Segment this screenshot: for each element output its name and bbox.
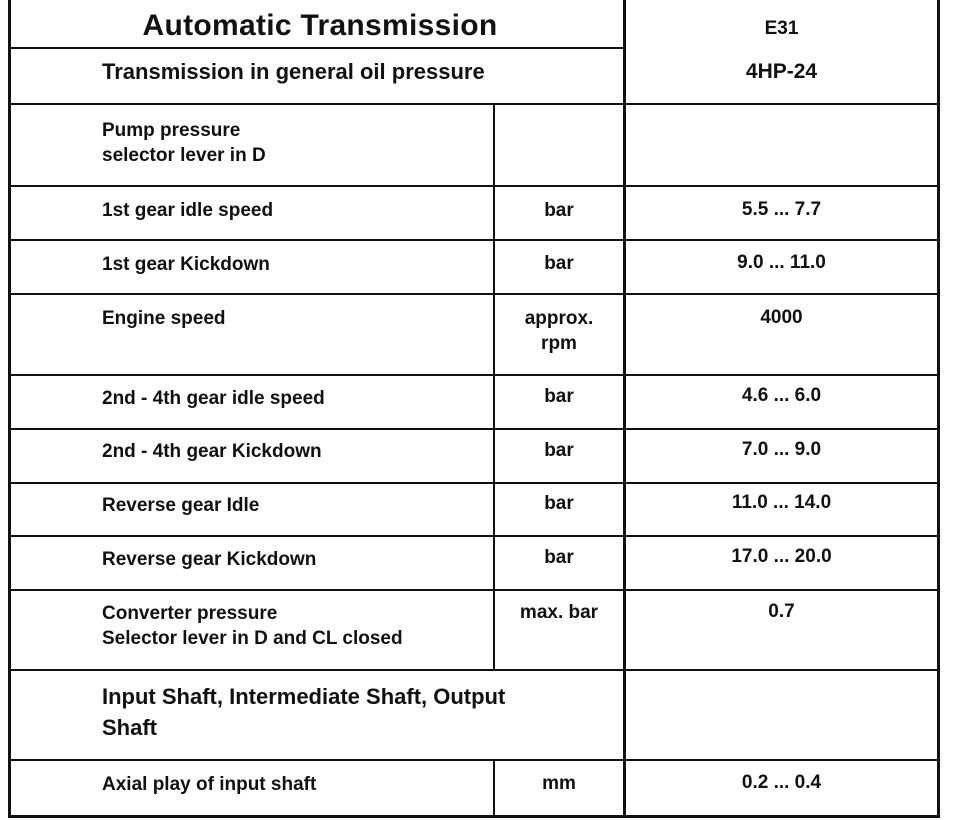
row-value: 17.0 ... 20.0	[731, 546, 832, 567]
row-divider	[8, 535, 940, 537]
row-label: Reverse gear Idle	[102, 495, 260, 516]
row-divider	[8, 374, 940, 376]
row-divider	[8, 482, 940, 484]
row-label: Converter pressure Selector lever in D and CL closed	[102, 603, 403, 649]
row-unit: approx. rpm	[524, 308, 594, 354]
row-divider	[8, 103, 940, 105]
row-divider	[8, 589, 940, 591]
row-value: 9.0 ... 11.0	[737, 252, 826, 273]
row-unit: bar	[544, 253, 574, 274]
row-value: 4000	[760, 307, 803, 328]
row-divider	[8, 293, 940, 295]
row-value: 4.6 ... 6.0	[741, 385, 822, 406]
row-divider	[8, 669, 940, 671]
row-unit: bar	[544, 386, 574, 407]
row-label: Engine speed	[102, 308, 226, 329]
row-label: Reverse gear Kickdown	[102, 549, 317, 570]
model-code: E31	[764, 18, 799, 39]
row-label: 1st gear idle speed	[102, 200, 274, 221]
row-divider	[8, 185, 940, 187]
document-title: Automatic Transmission	[142, 9, 498, 42]
value-column-divider	[623, 0, 626, 818]
row-value: 0.2 ... 0.4	[741, 772, 822, 793]
row-divider	[8, 239, 940, 241]
row-divider	[8, 428, 940, 430]
row-label: Pump pressure selector lever in D	[102, 120, 266, 166]
transmission-code: 4HP-24	[745, 60, 818, 83]
row-unit: max. bar	[519, 602, 599, 623]
row-label: Axial play of input shaft	[102, 774, 317, 795]
row-label: 2nd - 4th gear idle speed	[102, 388, 325, 409]
row-value: 5.5 ... 7.7	[741, 199, 822, 220]
row-label: 1st gear Kickdown	[102, 254, 270, 275]
row-value: 7.0 ... 9.0	[741, 439, 822, 460]
row-value: 0.7	[768, 601, 795, 622]
row-divider	[8, 759, 940, 761]
section-heading: Input Shaft, Intermediate Shaft, Output Shaft	[102, 684, 506, 740]
row-value: 11.0 ... 14.0	[731, 492, 832, 513]
row-unit: mm	[542, 773, 576, 794]
section-subtitle: Transmission in general oil pressure	[102, 59, 485, 84]
row-unit: bar	[544, 493, 574, 514]
row-divider	[8, 47, 623, 49]
row-unit: bar	[544, 200, 574, 221]
row-label: 2nd - 4th gear Kickdown	[102, 441, 322, 462]
row-unit: bar	[544, 547, 574, 568]
row-unit: bar	[544, 440, 574, 461]
